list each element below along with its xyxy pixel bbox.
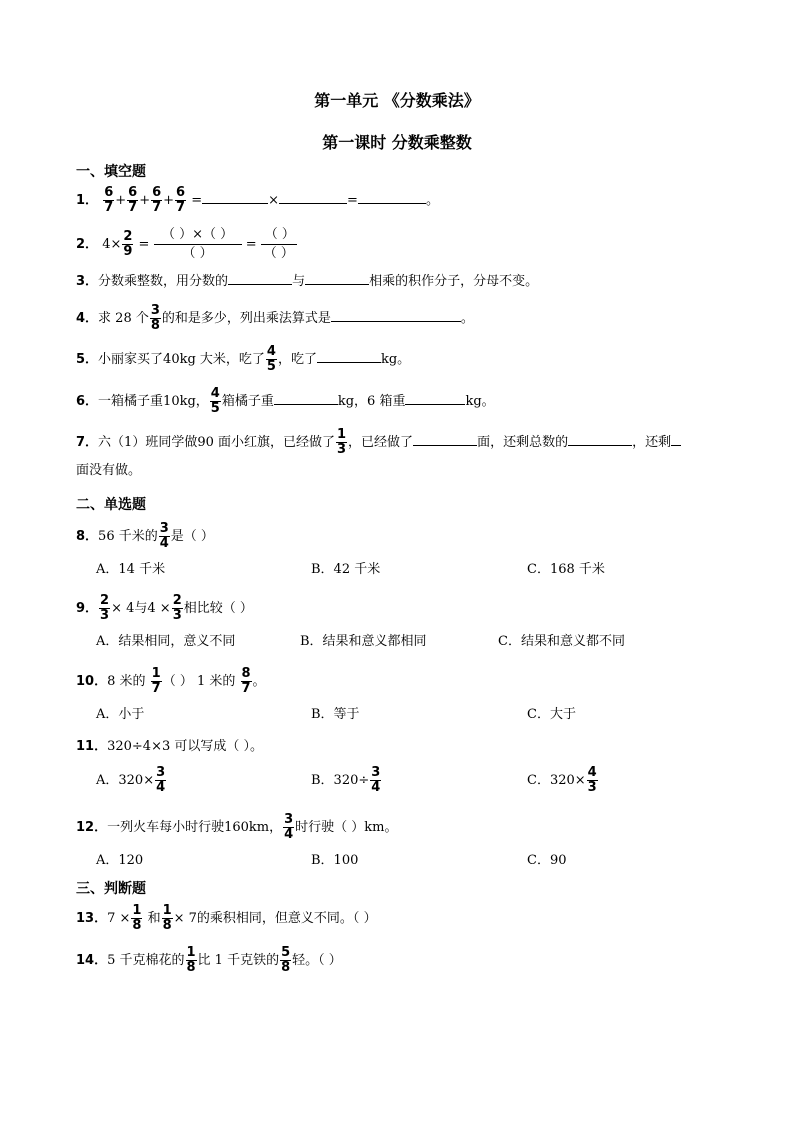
question-11: 11．320÷4×3 可以写成（ ）。 — [76, 739, 263, 754]
answer-blank[interactable] — [568, 431, 632, 446]
q-number: 11． — [76, 739, 108, 754]
fraction: $\frac{6}{7}$ — [128, 185, 138, 215]
answer-blank[interactable] — [331, 307, 461, 322]
fraction: $\frac{6}{7}$ — [176, 185, 186, 215]
q-number: 9． — [76, 601, 99, 616]
fraction: $\frac{4}{5}$ — [210, 386, 220, 416]
q-number: 1． — [76, 193, 99, 208]
answer-fraction-box[interactable]: $\frac{( )}{( )}$ — [261, 226, 297, 263]
q-number: 6． — [76, 394, 99, 409]
option-a[interactable]: A．120 — [96, 853, 144, 868]
question-6: 6．一箱橘子重10kg， $\frac{4}{5}$ 箱橘子重 kg，6 箱重 kg。 — [76, 386, 495, 416]
question-9: 9． $\frac{2}{3}$ × 4与4 × $\frac{2}{3}$ 相比较（ ） — [76, 593, 253, 623]
option-b[interactable]: B．结果和意义都相同 — [300, 634, 427, 649]
question-14: 14．5 千克棉花的 $\frac{1}{8}$ 比 1 千克铁的 $\frac{5}{8}$ 轻。（ ） — [76, 945, 342, 975]
page-subtitle: 第一课时 分数乘整数 — [322, 133, 472, 152]
answer-blank[interactable] — [413, 431, 477, 446]
option-b[interactable]: B．320÷ $\frac{3}{4}$ — [311, 765, 381, 795]
option-c[interactable]: C．320× $\frac{4}{3}$ — [527, 765, 597, 795]
option-b[interactable]: B．100 — [311, 853, 359, 868]
option-c[interactable]: C．168 千米 — [527, 562, 605, 577]
fraction: $\frac{3}{4}$ — [156, 765, 166, 795]
q-number: 4． — [76, 311, 99, 326]
answer-blank[interactable] — [317, 348, 381, 363]
answer-blank[interactable] — [279, 189, 347, 204]
answer-blank[interactable] — [274, 390, 338, 405]
question-5: 5．小丽家买了40kg 大米，吃了 $\frac{4}{5}$ ，吃了 kg。 — [76, 344, 411, 374]
q-number: 3． — [76, 274, 99, 289]
fraction: $\frac{5}{8}$ — [281, 945, 291, 975]
q-number: 2． — [76, 237, 99, 252]
fraction: $\frac{2}{3}$ — [172, 593, 182, 623]
fraction: $\frac{2}{3}$ — [100, 593, 110, 623]
q-number: 7． — [76, 435, 99, 450]
fraction: $\frac{1}{7}$ — [151, 666, 161, 696]
fraction: $\frac{1}{8}$ — [132, 903, 142, 933]
question-12: 12．一列火车每小时行驶160km， $\frac{3}{4}$ 时行驶（ ）km。 — [76, 812, 398, 842]
fraction: $\frac{2}{9}$ — [123, 229, 133, 259]
q-number: 14． — [76, 953, 108, 968]
q-number: 13． — [76, 911, 108, 926]
fraction: $\frac{3}{8}$ — [150, 303, 160, 333]
q-number: 5． — [76, 352, 99, 367]
fraction: $\frac{1}{8}$ — [162, 903, 172, 933]
fraction: $\frac{4}{5}$ — [266, 344, 276, 374]
fraction: $\frac{3}{4}$ — [371, 765, 381, 795]
option-b[interactable]: B．等于 — [311, 707, 360, 722]
fraction: $\frac{8}{7}$ — [241, 666, 251, 696]
q-number: 8． — [76, 529, 99, 544]
option-a[interactable]: A．320× $\frac{3}{4}$ — [96, 765, 166, 795]
question-7-cont: 面没有做。 — [76, 463, 142, 478]
question-3: 3．分数乘整数，用分数的 与 相乘的积作分子，分母不变。 — [76, 270, 538, 292]
option-c[interactable]: C．90 — [527, 853, 567, 868]
page-title: 第一单元 《分数乘法》 — [314, 91, 480, 110]
question-2: 2． 4× $\frac{2}{9}$ = $\frac{( )\times( )}{( )}$ = $\frac{( )}{( )}$ — [76, 227, 295, 261]
fraction: $\frac{1}{3}$ — [337, 427, 347, 457]
answer-blank[interactable] — [228, 270, 292, 285]
option-c[interactable]: C．结果和意义都不同 — [498, 634, 625, 649]
question-7: 7．六（1）班同学做90 面小红旗，已经做了 $\frac{1}{3}$ ，已经做了 面，还剩总数的 ，还剩 — [76, 428, 681, 457]
option-a[interactable]: A．14 千米 — [96, 562, 166, 577]
fraction: $\frac{6}{7}$ — [104, 185, 114, 215]
answer-fraction-box[interactable]: $\frac{( )\times( )}{( )}$ — [154, 226, 242, 263]
answer-blank[interactable] — [202, 189, 268, 204]
section-judge-heading: 三、判断题 — [76, 881, 146, 897]
fraction: $\frac{3}{4}$ — [159, 521, 169, 551]
option-a[interactable]: A．小于 — [96, 707, 145, 722]
option-b[interactable]: B．42 千米 — [311, 562, 381, 577]
q-number: 12． — [76, 820, 108, 835]
question-1: 1． $\frac{6}{7}$ + $\frac{6}{7}$ + $\frac{6}{7}$ + $\frac{6}{7}$ = × = 。 — [76, 185, 439, 215]
question-10: 10．8 米的 $\frac{1}{7}$ （ ） 1 米的 $\frac{8}{7}$ 。 — [76, 666, 266, 696]
question-13: 13．7 × $\frac{1}{8}$ 和 $\frac{1}{8}$ × 7的乘积相同，但意义不同。（ ） — [76, 903, 377, 933]
answer-blank[interactable] — [671, 431, 681, 446]
question-8: 8．56 千米的 $\frac{3}{4}$ 是（ ） — [76, 521, 214, 551]
fraction: $\frac{3}{4}$ — [284, 812, 294, 842]
answer-blank[interactable] — [405, 390, 465, 405]
fraction: $\frac{6}{7}$ — [152, 185, 162, 215]
fraction: $\frac{1}{8}$ — [186, 945, 196, 975]
question-4: 4．求 28 个 $\frac{3}{8}$ 的和是多少，列出乘法算式是 。 — [76, 303, 474, 333]
q-number: 10． — [76, 674, 108, 689]
fraction: $\frac{4}{3}$ — [587, 765, 597, 795]
answer-blank[interactable] — [358, 189, 426, 204]
section-fill-heading: 一、填空题 — [76, 164, 146, 180]
option-c[interactable]: C．大于 — [527, 707, 576, 722]
section-choice-heading: 二、单选题 — [76, 497, 146, 513]
answer-blank[interactable] — [305, 270, 369, 285]
option-a[interactable]: A．结果相同，意义不同 — [96, 634, 236, 649]
